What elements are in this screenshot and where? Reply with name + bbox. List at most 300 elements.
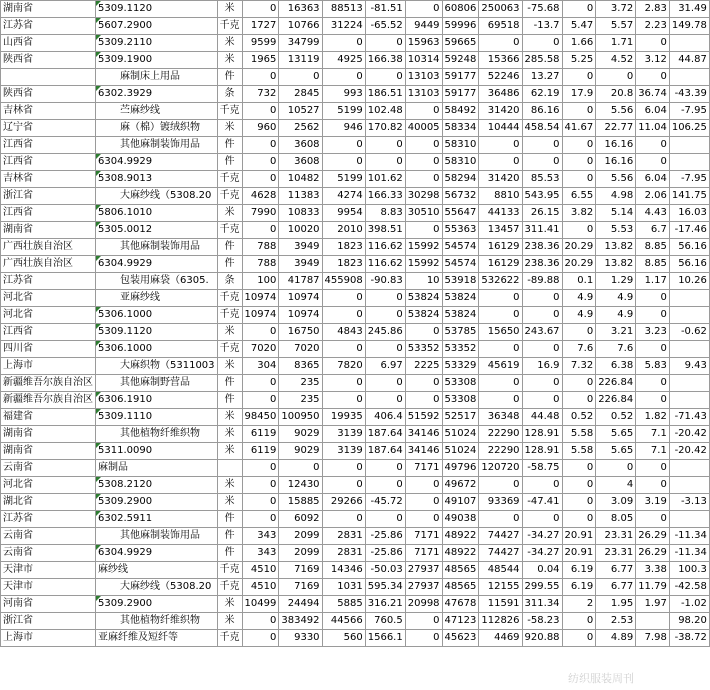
cell-unit: 千克 xyxy=(217,579,242,596)
cell-unit: 米 xyxy=(217,358,242,375)
cell-prev-value: 11591 xyxy=(479,596,522,613)
cell-cum-price: 1.71 xyxy=(596,35,636,52)
cell-cur-value: 34146 xyxy=(405,426,442,443)
cell-product: 大麻织物（5311003 xyxy=(96,358,218,375)
cell-cur-qty: 304 xyxy=(242,358,279,375)
cell-qty-change: 406.4 xyxy=(365,409,405,426)
cell-unit: 条 xyxy=(217,86,242,103)
cell-product: 6302.5911 xyxy=(96,511,218,528)
cell-product: 麻纱线 xyxy=(96,562,218,579)
cell-cur-price: 0.52 xyxy=(562,409,596,426)
cell-region: 江苏省 xyxy=(1,18,96,35)
cell-cum-value: 58310 xyxy=(442,137,479,154)
cell-cum-qty: 12430 xyxy=(279,477,322,494)
cell-cum-qty: 235 xyxy=(279,375,322,392)
cell-qty-change: 1566.1 xyxy=(365,630,405,647)
cell-prev-price: 2.83 xyxy=(636,1,670,18)
cell-prev-price: 0 xyxy=(636,460,670,477)
cell-unit: 件 xyxy=(217,69,242,86)
cell-cum-value: 47678 xyxy=(442,596,479,613)
cell-qty-change: 101.62 xyxy=(365,171,405,188)
cell-prev-price: 0 xyxy=(636,341,670,358)
cell-qty-change: 0 xyxy=(365,460,405,477)
cell-prev-qty: 0 xyxy=(322,392,365,409)
cell-prev-value: 15650 xyxy=(479,324,522,341)
cell-qty-change: 166.38 xyxy=(365,52,405,69)
cell-price-change xyxy=(669,511,709,528)
cell-cur-price: 7.32 xyxy=(562,358,596,375)
cell-price-change: -20.42 xyxy=(669,443,709,460)
table-row xyxy=(1,171,710,188)
cell-cur-value: 2225 xyxy=(405,358,442,375)
cell-cur-price: 17.9 xyxy=(562,86,596,103)
cell-unit: 米 xyxy=(217,477,242,494)
cell-unit: 件 xyxy=(217,375,242,392)
cell-cur-value: 0 xyxy=(405,222,442,239)
cell-price-change: -20.42 xyxy=(669,426,709,443)
cell-cum-price: 13.82 xyxy=(596,256,636,273)
table-row xyxy=(1,460,710,477)
cell-qty-change: -65.52 xyxy=(365,18,405,35)
cell-cur-qty: 0 xyxy=(242,494,279,511)
cell-value-change: -34.27 xyxy=(522,545,562,562)
cell-product: 麻制品 xyxy=(96,460,218,477)
cell-value-change: 243.67 xyxy=(522,324,562,341)
cell-region: 云南省 xyxy=(1,460,96,477)
cell-cur-qty: 960 xyxy=(242,120,279,137)
cell-cur-qty: 0 xyxy=(242,324,279,341)
cell-cur-price: 20.91 xyxy=(562,528,596,545)
cell-cur-qty: 0 xyxy=(242,137,279,154)
cell-cum-price: 226.84 xyxy=(596,375,636,392)
cell-cum-value: 49796 xyxy=(442,460,479,477)
cell-product: 6302.3929 xyxy=(96,86,218,103)
cell-cum-price: 0 xyxy=(596,460,636,477)
cell-product: 6304.9929 xyxy=(96,256,218,273)
cell-cum-price: 3.21 xyxy=(596,324,636,341)
cell-prev-qty: 0 xyxy=(322,460,365,477)
cell-prev-price: 0 xyxy=(636,392,670,409)
table-row xyxy=(1,494,710,511)
cell-region: 江西省 xyxy=(1,324,96,341)
cell-unit: 件 xyxy=(217,511,242,528)
cell-prev-value: 532622 xyxy=(479,273,522,290)
cell-prev-price: 0 xyxy=(636,137,670,154)
cell-prev-value: 22290 xyxy=(479,426,522,443)
cell-prev-qty: 5199 xyxy=(322,171,365,188)
cell-prev-price: 0 xyxy=(636,69,670,86)
cell-cur-value: 0 xyxy=(405,154,442,171)
cell-qty-change: 760.5 xyxy=(365,613,405,630)
cell-price-change xyxy=(669,154,709,171)
cell-cur-qty: 10974 xyxy=(242,307,279,324)
cell-prev-price: 8.85 xyxy=(636,256,670,273)
cell-cum-value: 53824 xyxy=(442,307,479,324)
cell-prev-price: 0 xyxy=(636,35,670,52)
cell-cum-price: 5.53 xyxy=(596,222,636,239)
cell-product: 5306.1000 xyxy=(96,341,218,358)
table-row xyxy=(1,273,710,290)
cell-cum-price: 4 xyxy=(596,477,636,494)
cell-cur-qty: 788 xyxy=(242,256,279,273)
cell-product: 大麻纱线（5308.20 xyxy=(96,188,218,205)
cell-cur-price: 0 xyxy=(562,460,596,477)
cell-qty-change: 595.34 xyxy=(365,579,405,596)
cell-value-change: 0 xyxy=(522,511,562,528)
cell-qty-change: 166.33 xyxy=(365,188,405,205)
table-row xyxy=(1,545,710,562)
cell-value-change: 44.48 xyxy=(522,409,562,426)
cell-prev-qty: 4843 xyxy=(322,324,365,341)
cell-region: 湖南省 xyxy=(1,1,96,18)
cell-cum-qty: 2099 xyxy=(279,528,322,545)
table-row xyxy=(1,630,710,647)
cell-cum-qty: 41787 xyxy=(279,273,322,290)
cell-price-change: 149.78 xyxy=(669,18,709,35)
cell-price-change xyxy=(669,460,709,477)
cell-prev-qty: 0 xyxy=(322,35,365,52)
cell-cum-price: 20.8 xyxy=(596,86,636,103)
cell-cur-qty: 0 xyxy=(242,613,279,630)
cell-cum-price: 4.98 xyxy=(596,188,636,205)
cell-prev-price: 0 xyxy=(636,375,670,392)
cell-value-change: 238.36 xyxy=(522,256,562,273)
cell-cum-value: 58334 xyxy=(442,120,479,137)
cell-product: 5305.0012 xyxy=(96,222,218,239)
cell-cum-price: 0.52 xyxy=(596,409,636,426)
cell-prev-qty: 0 xyxy=(322,69,365,86)
cell-unit: 千克 xyxy=(217,222,242,239)
cell-prev-price: 1.97 xyxy=(636,596,670,613)
cell-cur-qty: 0 xyxy=(242,69,279,86)
cell-product: 5309.2900 xyxy=(96,494,218,511)
table-row xyxy=(1,426,710,443)
cell-prev-qty: 2831 xyxy=(322,545,365,562)
table-row xyxy=(1,511,710,528)
cell-prev-qty: 9954 xyxy=(322,205,365,222)
cell-unit: 千克 xyxy=(217,18,242,35)
cell-cur-value: 51592 xyxy=(405,409,442,426)
cell-prev-price xyxy=(636,613,670,630)
cell-cum-price: 1.29 xyxy=(596,273,636,290)
cell-prev-qty: 0 xyxy=(322,307,365,324)
table-row xyxy=(1,120,710,137)
cell-price-change: 100.3 xyxy=(669,562,709,579)
cell-prev-price: 26.29 xyxy=(636,545,670,562)
cell-prev-qty: 19935 xyxy=(322,409,365,426)
cell-value-change: 86.16 xyxy=(522,103,562,120)
table-row xyxy=(1,35,710,52)
cell-region: 辽宁省 xyxy=(1,120,96,137)
cell-price-change xyxy=(669,341,709,358)
cell-price-change: 56.16 xyxy=(669,256,709,273)
cell-prev-price: 0 xyxy=(636,154,670,171)
cell-cum-price: 1.95 xyxy=(596,596,636,613)
cell-prev-price: 11.04 xyxy=(636,120,670,137)
cell-qty-change: 0 xyxy=(365,341,405,358)
cell-qty-change: 8.83 xyxy=(365,205,405,222)
cell-price-change: -11.34 xyxy=(669,545,709,562)
cell-cur-price: 0 xyxy=(562,324,596,341)
cell-region: 江西省 xyxy=(1,205,96,222)
cell-cum-price: 4.52 xyxy=(596,52,636,69)
cell-cur-qty: 0 xyxy=(242,477,279,494)
cell-unit: 千克 xyxy=(217,290,242,307)
cell-region: 山西省 xyxy=(1,35,96,52)
cell-cum-value: 60806 xyxy=(442,1,479,18)
cell-cur-qty: 100 xyxy=(242,273,279,290)
cell-cum-qty: 0 xyxy=(279,460,322,477)
cell-cum-qty: 100950 xyxy=(279,409,322,426)
cell-unit: 件 xyxy=(217,545,242,562)
cell-price-change xyxy=(669,392,709,409)
cell-cur-value: 9449 xyxy=(405,18,442,35)
cell-qty-change: 245.86 xyxy=(365,324,405,341)
cell-qty-change: 0 xyxy=(365,290,405,307)
cell-value-change: -75.68 xyxy=(522,1,562,18)
cell-cur-qty: 1965 xyxy=(242,52,279,69)
cell-region: 新疆维吾尔族自治区 xyxy=(1,375,96,392)
cell-product: 5308.2120 xyxy=(96,477,218,494)
cell-prev-value: 0 xyxy=(479,477,522,494)
cell-prev-qty: 0 xyxy=(322,341,365,358)
cell-region: 上海市 xyxy=(1,630,96,647)
cell-cur-qty: 6119 xyxy=(242,443,279,460)
cell-region: 江苏省 xyxy=(1,273,96,290)
cell-unit: 件 xyxy=(217,154,242,171)
cell-cur-price: 5.58 xyxy=(562,443,596,460)
cell-product: 5311.0090 xyxy=(96,443,218,460)
cell-value-change: 0 xyxy=(522,392,562,409)
cell-value-change: 0 xyxy=(522,137,562,154)
cell-region: 吉林省 xyxy=(1,103,96,120)
cell-cur-value: 53824 xyxy=(405,290,442,307)
table-row xyxy=(1,290,710,307)
cell-unit: 千克 xyxy=(217,188,242,205)
cell-prev-value: 13457 xyxy=(479,222,522,239)
cell-prev-price: 0 xyxy=(636,307,670,324)
cell-cum-qty: 34799 xyxy=(279,35,322,52)
cell-value-change: 0 xyxy=(522,477,562,494)
cell-prev-value: 16129 xyxy=(479,256,522,273)
cell-cur-value: 13103 xyxy=(405,69,442,86)
cell-prev-value: 12155 xyxy=(479,579,522,596)
cell-prev-value: 44133 xyxy=(479,205,522,222)
cell-cum-qty: 3949 xyxy=(279,239,322,256)
cell-product: 5308.9013 xyxy=(96,171,218,188)
cell-cur-value: 10314 xyxy=(405,52,442,69)
cell-cum-qty: 3608 xyxy=(279,154,322,171)
cell-product: 麻制床上用品 xyxy=(96,69,218,86)
cell-region: 浙江省 xyxy=(1,613,96,630)
cell-cur-qty: 0 xyxy=(242,1,279,18)
table-row xyxy=(1,103,710,120)
cell-region: 江苏省 xyxy=(1,511,96,528)
cell-prev-value: 4469 xyxy=(479,630,522,647)
cell-product: 其他麻制装饰用品 xyxy=(96,528,218,545)
cell-prev-value: 0 xyxy=(479,154,522,171)
cell-cur-value: 0 xyxy=(405,630,442,647)
cell-prev-qty: 1031 xyxy=(322,579,365,596)
cell-cur-qty: 4510 xyxy=(242,562,279,579)
cell-prev-price: 3.38 xyxy=(636,562,670,579)
cell-product: 其他植物纤维织物 xyxy=(96,613,218,630)
cell-cum-price: 2.53 xyxy=(596,613,636,630)
cell-cur-value: 53352 xyxy=(405,341,442,358)
cell-product: 6304.9929 xyxy=(96,154,218,171)
cell-unit: 千克 xyxy=(217,103,242,120)
cell-prev-value: 74427 xyxy=(479,528,522,545)
cell-cum-value: 48565 xyxy=(442,562,479,579)
cell-cur-value: 27937 xyxy=(405,562,442,579)
cell-region: 浙江省 xyxy=(1,188,96,205)
cell-prev-value: 16129 xyxy=(479,239,522,256)
cell-cum-value: 53785 xyxy=(442,324,479,341)
cell-prev-price: 6.04 xyxy=(636,103,670,120)
cell-qty-change: -45.72 xyxy=(365,494,405,511)
table-row xyxy=(1,205,710,222)
cell-cum-value: 53308 xyxy=(442,375,479,392)
cell-cum-qty: 9029 xyxy=(279,443,322,460)
table-row xyxy=(1,239,710,256)
cell-cur-price: 0 xyxy=(562,154,596,171)
cell-region: 吉林省 xyxy=(1,171,96,188)
cell-prev-qty: 0 xyxy=(322,375,365,392)
cell-cur-qty: 98450 xyxy=(242,409,279,426)
cell-cum-qty: 3608 xyxy=(279,137,322,154)
cell-prev-price: 8.85 xyxy=(636,239,670,256)
cell-prev-price: 3.19 xyxy=(636,494,670,511)
cell-cur-qty: 0 xyxy=(242,171,279,188)
cell-cum-value: 58310 xyxy=(442,154,479,171)
cell-prev-value: 0 xyxy=(479,290,522,307)
cell-product: 其他植物纤维织物 xyxy=(96,426,218,443)
cell-cur-price: 0 xyxy=(562,613,596,630)
table-row xyxy=(1,341,710,358)
cell-cur-value: 0 xyxy=(405,613,442,630)
cell-cur-qty: 4510 xyxy=(242,579,279,596)
cell-unit: 件 xyxy=(217,256,242,273)
cell-prev-qty: 993 xyxy=(322,86,365,103)
cell-prev-qty: 0 xyxy=(322,511,365,528)
cell-qty-change: 0 xyxy=(365,392,405,409)
cell-region: 云南省 xyxy=(1,545,96,562)
cell-cum-value: 45623 xyxy=(442,630,479,647)
cell-prev-qty: 4274 xyxy=(322,188,365,205)
cell-prev-price: 7.1 xyxy=(636,426,670,443)
cell-value-change: -13.7 xyxy=(522,18,562,35)
cell-value-change: 0 xyxy=(522,290,562,307)
cell-unit: 千克 xyxy=(217,562,242,579)
cell-cur-qty: 6119 xyxy=(242,426,279,443)
cell-cum-value: 52517 xyxy=(442,409,479,426)
cell-cum-value: 53308 xyxy=(442,392,479,409)
cell-prev-price: 3.23 xyxy=(636,324,670,341)
cell-cur-value: 0 xyxy=(405,494,442,511)
cell-cur-value: 15992 xyxy=(405,239,442,256)
cell-product: 其他麻制野营品 xyxy=(96,375,218,392)
cell-prev-qty: 0 xyxy=(322,154,365,171)
cell-price-change: 141.75 xyxy=(669,188,709,205)
cell-unit: 千克 xyxy=(217,171,242,188)
cell-cur-qty: 0 xyxy=(242,392,279,409)
cell-prev-value: 74427 xyxy=(479,545,522,562)
cell-value-change: 128.91 xyxy=(522,443,562,460)
cell-cur-qty: 7020 xyxy=(242,341,279,358)
cell-cur-value: 53824 xyxy=(405,307,442,324)
cell-cum-price: 5.57 xyxy=(596,18,636,35)
cell-product: 5607.2900 xyxy=(96,18,218,35)
cell-cum-value: 47123 xyxy=(442,613,479,630)
cell-cur-value: 0 xyxy=(405,375,442,392)
cell-cum-value: 59665 xyxy=(442,35,479,52)
cell-cur-qty: 788 xyxy=(242,239,279,256)
cell-prev-value: 0 xyxy=(479,341,522,358)
cell-prev-qty: 7820 xyxy=(322,358,365,375)
table-row xyxy=(1,307,710,324)
cell-cum-price: 4.9 xyxy=(596,307,636,324)
cell-value-change: 0.04 xyxy=(522,562,562,579)
cell-cur-qty: 0 xyxy=(242,375,279,392)
cell-prev-qty: 1823 xyxy=(322,256,365,273)
cell-prev-qty: 3139 xyxy=(322,426,365,443)
cell-cur-qty: 0 xyxy=(242,511,279,528)
cell-price-change: -3.13 xyxy=(669,494,709,511)
cell-region: 福建省 xyxy=(1,409,96,426)
cell-price-change: 44.87 xyxy=(669,52,709,69)
cell-prev-value: 0 xyxy=(479,511,522,528)
cell-value-change: 285.58 xyxy=(522,52,562,69)
cell-prev-price: 0 xyxy=(636,511,670,528)
cell-value-change: -89.88 xyxy=(522,273,562,290)
cell-qty-change: 316.21 xyxy=(365,596,405,613)
cell-cum-qty: 24494 xyxy=(279,596,322,613)
cell-cur-price: 0 xyxy=(562,171,596,188)
cell-cum-qty: 3949 xyxy=(279,256,322,273)
cell-cum-price: 6.77 xyxy=(596,579,636,596)
cell-prev-qty: 1823 xyxy=(322,239,365,256)
cell-cum-qty: 10766 xyxy=(279,18,322,35)
cell-product: 包装用麻袋（6305. xyxy=(96,273,218,290)
cell-qty-change: 186.51 xyxy=(365,86,405,103)
cell-cur-price: 0 xyxy=(562,137,596,154)
cell-product: 苎麻纱线 xyxy=(96,103,218,120)
cell-product: 5309.1110 xyxy=(96,409,218,426)
cell-cur-value: 0 xyxy=(405,477,442,494)
cell-cum-qty: 16750 xyxy=(279,324,322,341)
cell-price-change: -43.39 xyxy=(669,86,709,103)
cell-cum-value: 58492 xyxy=(442,103,479,120)
cell-unit: 米 xyxy=(217,1,242,18)
cell-cur-price: 0 xyxy=(562,1,596,18)
cell-prev-value: 0 xyxy=(479,35,522,52)
cell-cur-price: 20.91 xyxy=(562,545,596,562)
cell-value-change: 920.88 xyxy=(522,630,562,647)
cell-prev-value: 0 xyxy=(479,137,522,154)
cell-value-change: 0 xyxy=(522,341,562,358)
cell-cur-qty: 7990 xyxy=(242,205,279,222)
cell-cum-price: 6.38 xyxy=(596,358,636,375)
cell-unit: 千克 xyxy=(217,341,242,358)
cell-cum-price: 16.16 xyxy=(596,154,636,171)
cell-cur-price: 0.1 xyxy=(562,273,596,290)
cell-price-change: 16.03 xyxy=(669,205,709,222)
cell-prev-value: 31420 xyxy=(479,171,522,188)
cell-cur-price: 5.25 xyxy=(562,52,596,69)
cell-prev-value: 112826 xyxy=(479,613,522,630)
cell-value-change: 238.36 xyxy=(522,239,562,256)
cell-price-change xyxy=(669,375,709,392)
